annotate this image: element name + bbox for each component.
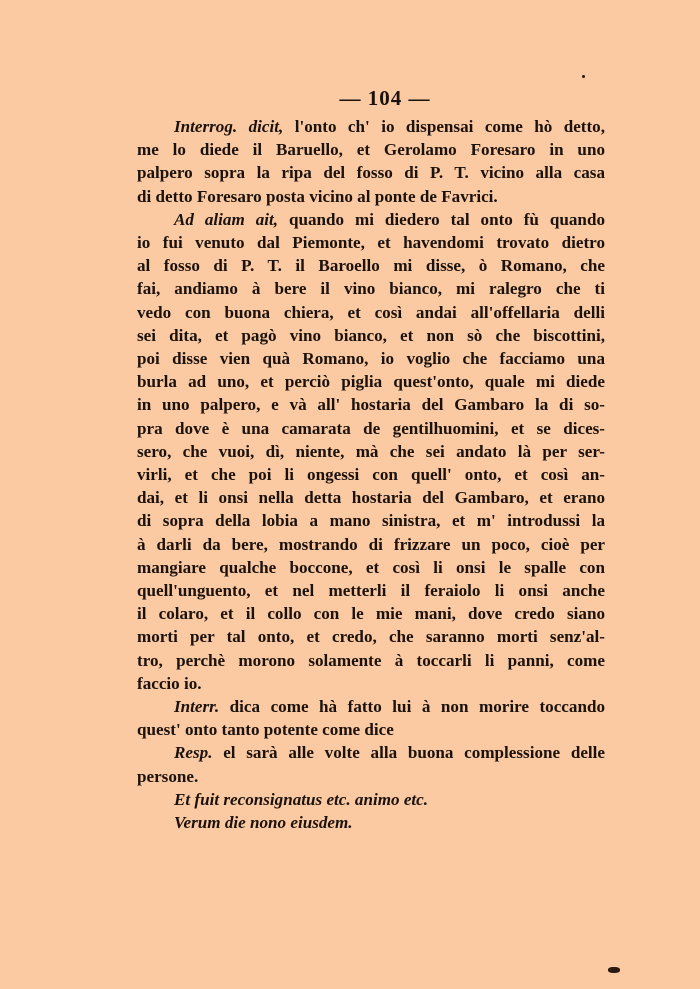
text-line: poi disse vien quà Romano, io voglio che facciamo una [137, 349, 605, 369]
text-line: burla ad uno, et perciò piglia quest'onto, quale mi diede [137, 372, 605, 392]
closing-line: Verum die nono eiusdem. [174, 813, 353, 833]
text-line: faccio io. [137, 673, 202, 693]
paragraph-resp [137, 741, 605, 787]
text-line: virli, et che poi li ongessi con quell' onto, et così an- [137, 465, 605, 485]
speaker-label: Interrog. dicit, [174, 117, 284, 136]
text-line: io fui venuto dal Piemonte, et havendomi trovato dietro [137, 233, 605, 253]
text-line: il colaro, et il collo con le mie mani, dove credo siano [137, 604, 605, 624]
text-line: dai, et li onsi nella detta hostaria del Gambaro, et erano [137, 488, 605, 508]
line-text: quando mi diedero tal onto fù quando [288, 209, 605, 229]
text-line: pra dove è una camarata de gentilhuomini, et se dices- [137, 418, 605, 438]
text-line: quell'unguento, et nel metterli il feraiolo li onsi anche [137, 581, 605, 601]
line-text: l'onto ch' io dispensai come hò detto, [294, 117, 605, 136]
text-line: fai, andiamo à bere il vino bianco, mi ralegro che ti [137, 279, 605, 299]
text-line: me lo diede il Baruello, et Gerolamo Foresaro in uno [137, 140, 605, 160]
line-text: el sarà alle volte alla buona complessione delle [223, 743, 605, 763]
text-line: morti per tal onto, et credo, che saranno morti senz'al- [137, 627, 605, 647]
line-text: dica come hà fatto lui à non morire toccando [229, 697, 605, 717]
ink-speck [608, 967, 620, 973]
text-line: di sopra della lobia a mano sinistra, et m' introdussi la [137, 511, 605, 531]
paragraph-interrog [137, 115, 605, 208]
text-line: in uno palpero, e và all' hostaria del Gambaro la di so- [137, 395, 605, 415]
text-line: palpero sopra la ripa del fosso di P. T. vicino alla casa [137, 163, 605, 183]
text-line: sei dita, et pagò vino bianco, et non sò che biscottini, [137, 325, 605, 345]
text-line: à darli da bere, mostrando di frizzare un poco, cioè per [137, 534, 605, 554]
speaker-label: Interr. [174, 697, 220, 717]
text-line: tro, perchè morono solamente à toccarli li panni, come [137, 650, 605, 670]
text-line: vedo con buona chiera, et così andai all'offellaria delli [137, 302, 605, 322]
speaker-label: Resp. [174, 743, 213, 763]
text-line: mangiare qualche boccone, et così li onsi le spalle con [137, 557, 605, 577]
text-line [137, 208, 605, 231]
text-line: sero, che vuoi, dì, niente, mà che sei andato là per ser- [137, 441, 605, 461]
text-line [137, 115, 605, 138]
text-line [137, 695, 605, 718]
ink-speck [582, 75, 585, 78]
closing-line: Et fuit reconsignatus etc. animo etc. [174, 789, 429, 809]
page-number: — 104 — [339, 86, 431, 110]
body-text [137, 115, 605, 834]
paragraph-interr [137, 695, 605, 741]
text-line: quest' onto tanto potente come dice [137, 720, 394, 740]
text-line: persone. [137, 766, 199, 786]
paragraph-ad-aliam [137, 208, 605, 695]
speaker-label: Ad aliam ait, [174, 209, 279, 229]
text-line: di detto Foresaro posta vicino al ponte de Favrici. [137, 186, 498, 206]
text-line [137, 741, 605, 764]
text-line: al fosso di P. T. il Baroello mi disse, ò Romano, che [137, 256, 605, 276]
